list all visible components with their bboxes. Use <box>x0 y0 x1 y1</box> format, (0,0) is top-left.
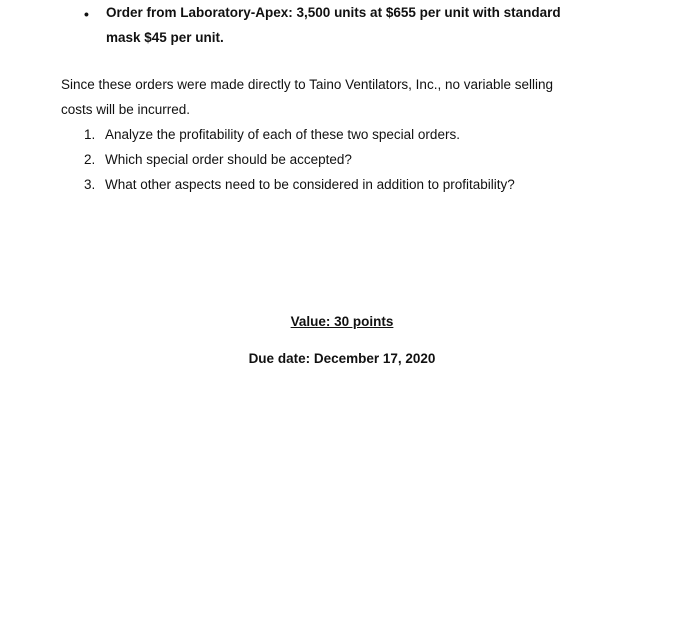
paragraph-line2: costs will be incurred. <box>61 102 191 117</box>
bullet-icon: • <box>84 6 89 22</box>
list-item-number: 2. <box>84 152 96 167</box>
bullet-text <box>106 0 626 50</box>
list-item-number: 3. <box>84 177 96 192</box>
list-item <box>84 147 604 172</box>
list-item-text: What other aspects need to be considered in addition to profitability? <box>105 177 515 192</box>
bullet-text-line2: mask $45 per unit. <box>106 30 224 45</box>
list-item <box>84 172 604 197</box>
list-item-number: 1. <box>84 127 96 142</box>
due-date: Due date: December 17, 2020 <box>248 351 436 366</box>
value-label: Value: 30 points <box>290 314 394 329</box>
list-item <box>84 122 604 147</box>
paragraph <box>61 72 621 122</box>
question-list <box>84 122 604 197</box>
bullet-text-line1: Order from Laboratory-Apex: 3,500 units at $655 per unit with standard <box>106 5 561 20</box>
paragraph-line1: Since these orders were made directly to Taino Ventilators, Inc., no variable selling <box>61 77 554 92</box>
list-item-text: Analyze the profitability of each of these two special orders. <box>105 127 460 142</box>
list-item-text: Which special order should be accepted? <box>105 152 352 167</box>
